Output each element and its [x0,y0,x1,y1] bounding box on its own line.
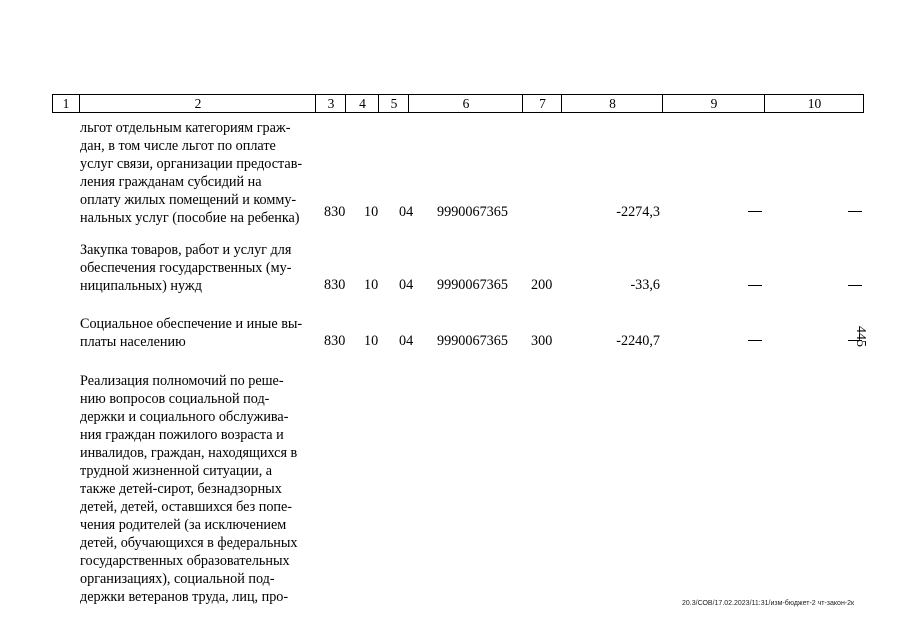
page-number: 445 [853,326,868,347]
row-3-col-5: 04 [399,333,414,349]
header-col-3: 3 [315,95,346,112]
footer-stamp: 20.3/СОВ/17.02.2023/11:31/изм-бюджет-2 чт-закон-2к [682,600,855,607]
header-col-6: 6 [408,95,523,112]
table-header-row [52,94,864,113]
row-4-description: Реализация полномочий по реше- нию вопросов социальной под- держки и социального обслужива- ния граждан пожилого возраста и инвалидов, граждан, находящихся в трудной жизненной ситуации, а также детей-сирот, безнадзорных детей, детей, оставшихся без попе- чения родителей (за исключением детей, обучающихся в федеральных государственных образовательных организациях), социальной под- держки ветеранов труда, лиц, про- [80,373,298,605]
row-2-col-6: 9990067365 [437,277,508,293]
header-col-5: 5 [378,95,409,112]
row-3-col-6: 9990067365 [437,333,508,349]
row-2-col-3: 830 [324,277,346,293]
row-3-col-8: -2240,7 [616,333,660,349]
row-3-col-3: 830 [324,333,346,349]
row-1-col-6: 9990067365 [437,204,508,220]
row-2-col-9-dash [748,285,762,286]
row-1-col-10-dash [848,211,862,212]
row-3-col-4: 10 [364,333,379,349]
header-col-10: 10 [764,95,864,112]
header-col-2: 2 [79,95,316,112]
row-1-col-4: 10 [364,204,379,220]
header-col-7: 7 [522,95,562,112]
row-2-col-7: 200 [531,277,553,293]
row-1-col-9-dash [748,211,762,212]
header-col-8: 8 [561,95,663,112]
row-2-col-10-dash [848,285,862,286]
row-3-col-7: 300 [531,333,553,349]
row-3-col-9-dash [748,340,762,341]
row-1-col-5: 04 [399,204,414,220]
row-2-col-8: -33,6 [630,277,660,293]
row-1-description: льгот отдельным категориям граж- дан, в том числе льгот по оплате услуг связи, организации предостав- ления гражданам субсидий на оплату жилых помещений и комму- нальных услуг (пособие на ребенка) [80,120,303,226]
row-1-col-8: -2274,3 [616,204,660,220]
row-2-description: Закупка товаров, работ и услуг для обеспечения государственных (му- ниципальных) нужд [80,242,292,294]
row-2-col-4: 10 [364,277,379,293]
header-col-4: 4 [345,95,379,112]
row-2-col-5: 04 [399,277,414,293]
header-col-9: 9 [662,95,765,112]
row-3-description: Социальное обеспечение и иные вы- платы населению [80,316,303,350]
header-col-1: 1 [62,96,70,111]
row-1-col-3: 830 [324,204,346,220]
